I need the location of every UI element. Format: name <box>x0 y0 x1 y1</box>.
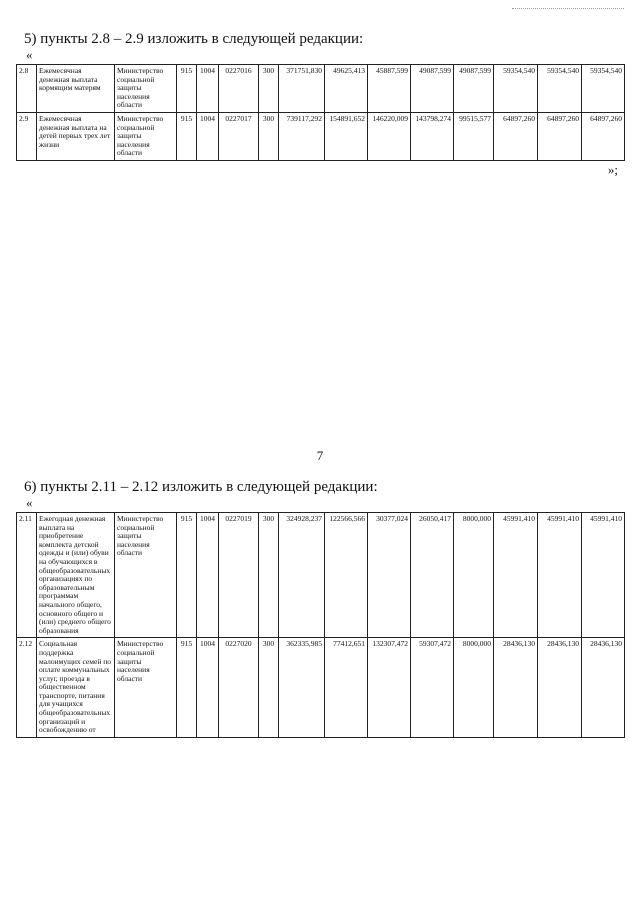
rz-code: 1004 <box>197 638 219 738</box>
scan-artifact <box>512 8 624 11</box>
vr-code: 300 <box>259 112 279 160</box>
row-number: 2.8 <box>17 65 37 113</box>
section-5-table <box>16 64 625 161</box>
vr-code: 300 <box>259 638 279 738</box>
table-row <box>17 638 625 738</box>
amount-year: 132307,472 <box>368 638 411 738</box>
csr-code: 0227016 <box>219 65 259 113</box>
csr-code: 0227019 <box>219 513 259 638</box>
amount-year: 59354,540 <box>494 65 538 113</box>
measure-name: Ежегодная денежная выплата на приобретение комплекта детской одежды и (или) обуви на обучающихся в общеобразовательных организациях по образовательным программам начального общего, основного общего и (или) среднего общего образования <box>37 513 115 638</box>
table-row <box>17 513 625 638</box>
amount-year: 49625,413 <box>325 65 368 113</box>
grbs-code: 915 <box>177 65 197 113</box>
page-number: 7 <box>316 448 324 463</box>
amount-year: 28436,130 <box>582 638 625 738</box>
rz-code: 1004 <box>197 513 219 638</box>
amount-year: 49087,599 <box>411 65 454 113</box>
amount-year: 122566,566 <box>325 513 368 638</box>
amount-year: 8000,000 <box>454 513 494 638</box>
amount-year: 45991,410 <box>494 513 538 638</box>
table-row <box>17 112 625 160</box>
amount-year: 146220,009 <box>368 112 411 160</box>
amount-total: 362335,985 <box>279 638 325 738</box>
amount-year: 59354,540 <box>582 65 625 113</box>
csr-code: 0227020 <box>219 638 259 738</box>
executor: Министерство социальной защиты населения области <box>115 112 177 160</box>
amount-year: 45991,410 <box>582 513 625 638</box>
amount-year: 64897,260 <box>494 112 538 160</box>
amount-year: 154891,652 <box>325 112 368 160</box>
amount-total: 371751,830 <box>279 65 325 113</box>
amount-year: 26050,417 <box>411 513 454 638</box>
grbs-code: 915 <box>177 638 197 738</box>
amount-year: 45991,410 <box>538 513 582 638</box>
section-6 <box>16 478 624 738</box>
section-5-heading: 5) пункты 2.8 – 2.9 изложить в следующей редакции: <box>24 31 364 47</box>
section-5 <box>16 30 624 177</box>
table-row <box>17 65 625 113</box>
rz-code: 1004 <box>197 112 219 160</box>
csr-code: 0227017 <box>219 112 259 160</box>
measure-name: Социальная поддержка малоимущих семей по оплате коммунальных услуг, проезда в общественном транспорте, питания для учащихся общеобразовательных организаций и освобождению от <box>37 638 115 738</box>
row-number: 2.12 <box>17 638 37 738</box>
amount-year: 45887,599 <box>368 65 411 113</box>
measure-name: Ежемесячная денежная выплата кормящим матерям <box>37 65 115 113</box>
grbs-code: 915 <box>177 513 197 638</box>
amount-year: 28436,130 <box>494 638 538 738</box>
vr-code: 300 <box>259 65 279 113</box>
amount-year: 30377,024 <box>368 513 411 638</box>
amount-year: 64897,260 <box>538 112 582 160</box>
amount-year: 143798,274 <box>411 112 454 160</box>
amount-year: 28436,130 <box>538 638 582 738</box>
section-6-table <box>16 512 625 738</box>
executor: Министерство социальной защиты населения области <box>115 513 177 638</box>
section-5-open-quote: « <box>26 47 33 62</box>
executor: Министерство социальной защиты населения области <box>115 65 177 113</box>
section-5-close-quote: »; <box>607 161 618 177</box>
amount-year: 59354,540 <box>538 65 582 113</box>
amount-total: 739117,292 <box>279 112 325 160</box>
rz-code: 1004 <box>197 65 219 113</box>
row-number: 2.9 <box>17 112 37 160</box>
amount-year: 59307,472 <box>411 638 454 738</box>
amount-total: 324928,237 <box>279 513 325 638</box>
executor: Министерство социальной защиты населения области <box>115 638 177 738</box>
measure-name: Ежемесячная денежная выплата на детей первых трех лет жизни <box>37 112 115 160</box>
vr-code: 300 <box>259 513 279 638</box>
amount-year: 99515,577 <box>454 112 494 160</box>
grbs-code: 915 <box>177 112 197 160</box>
amount-year: 49087,599 <box>454 65 494 113</box>
amount-year: 64897,260 <box>582 112 625 160</box>
amount-year: 8000,000 <box>454 638 494 738</box>
row-number: 2.11 <box>17 513 37 638</box>
section-6-open-quote: « <box>26 495 33 510</box>
amount-year: 77412,651 <box>325 638 368 738</box>
section-6-heading: 6) пункты 2.11 – 2.12 изложить в следующей редакции: <box>24 479 378 495</box>
